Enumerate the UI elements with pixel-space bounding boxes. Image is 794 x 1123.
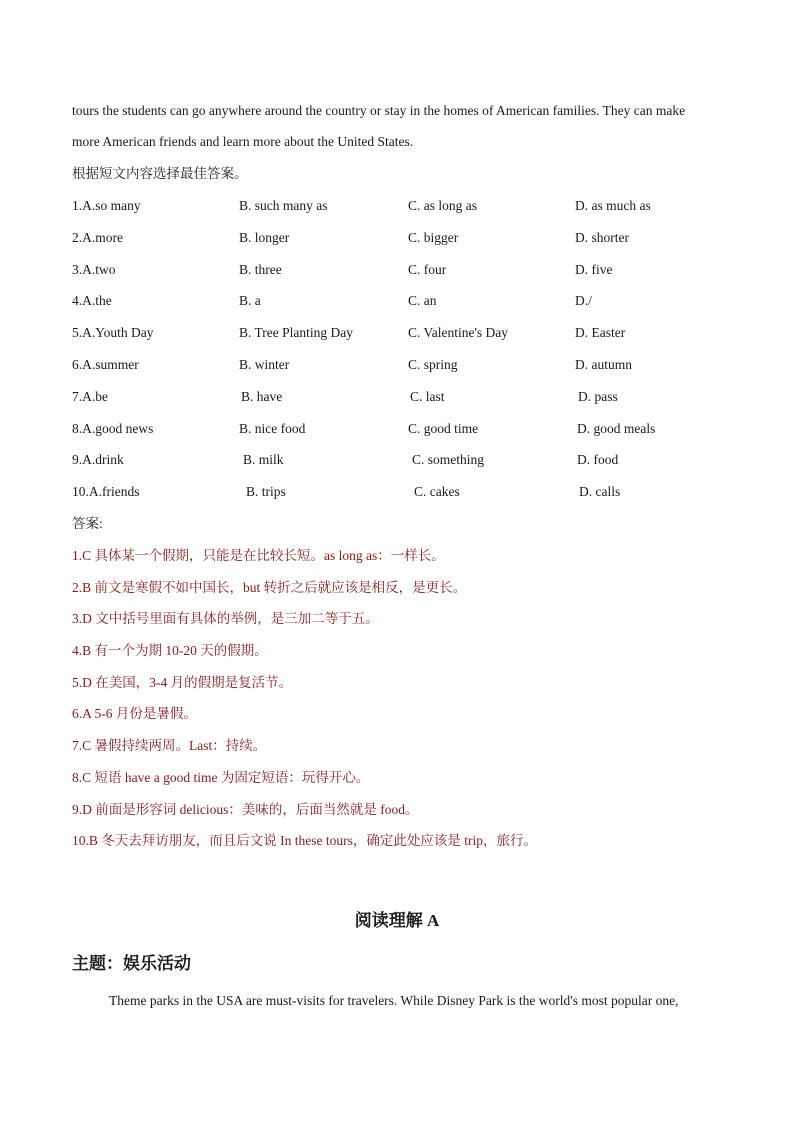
option-d: D./ xyxy=(575,293,592,309)
answer-item: 8.C 短语 have a good time 为固定短语：玩得开心。 xyxy=(72,769,370,785)
option-c: C. Valentine's Day xyxy=(408,325,509,341)
option-d: D. Easter xyxy=(575,325,626,341)
option-row xyxy=(72,222,732,254)
answer-label: 答案: xyxy=(72,516,103,531)
answer-item: 1.C 具体某一个假期，只能是在比较长短。as long as：一样长。 xyxy=(72,548,445,563)
option-c: C. as long as xyxy=(408,198,477,213)
option-a: 9.A.drink xyxy=(72,452,124,468)
option-row xyxy=(72,444,732,476)
option-b: B. milk xyxy=(243,452,284,468)
option-d: D. food xyxy=(577,452,619,468)
option-d: D. autumn xyxy=(575,356,632,372)
option-c: C. spring xyxy=(408,356,458,372)
option-d: D. pass xyxy=(578,388,618,404)
option-c: C. something xyxy=(412,452,485,468)
option-c: C. cakes xyxy=(414,484,460,500)
topic-heading: 主题：娱乐活动 xyxy=(72,954,191,973)
option-c: C. bigger xyxy=(408,229,459,245)
option-c: C. an xyxy=(408,293,437,309)
answers-list xyxy=(72,540,732,857)
answer-item: 10.B 冬天去拜访朋友，而且后文说 In these tours，确定此处应该是 trip，旅行。 xyxy=(72,833,537,849)
option-c: C. last xyxy=(410,388,445,404)
option-c: C. good time xyxy=(408,420,479,436)
answer-item: 9.D 前面是形容词 delicious：美味的，后面当然就是 food。 xyxy=(72,801,419,817)
option-row xyxy=(72,476,732,508)
option-d: D. shorter xyxy=(575,229,629,245)
option-a: 6.A.summer xyxy=(72,356,139,372)
option-b: B. have xyxy=(241,388,283,404)
option-a: 10.A.friends xyxy=(72,484,140,500)
option-row xyxy=(72,349,732,381)
answer-item: 5.D 在美国，3-4 月的假期是复活节。 xyxy=(72,674,293,690)
option-b: B. a xyxy=(239,293,261,309)
option-row xyxy=(72,381,732,413)
answer-item: 2.B 前文是寒假不如中国长，but 转折之后就应该是相反，是更长。 xyxy=(72,579,467,595)
option-row xyxy=(72,413,732,445)
option-c: C. four xyxy=(408,261,447,277)
answer-item: 4.B 有一个为期 10-20 天的假期。 xyxy=(72,643,268,659)
option-b: B. longer xyxy=(239,229,290,245)
option-a: 8.A.good news xyxy=(72,420,154,436)
instruction: 根据短文内容选择最佳答案。 xyxy=(72,166,248,181)
option-row xyxy=(72,317,732,349)
answer-item: 6.A 5-6 月份是暑假。 xyxy=(72,706,197,722)
answer-item: 7.C 暑假持续两周。Last：持续。 xyxy=(72,738,267,754)
option-b: B. three xyxy=(239,261,282,277)
option-b: B. winter xyxy=(239,356,290,372)
section-title: 阅读理解 A xyxy=(354,911,440,930)
options-list xyxy=(72,190,732,508)
passage-line-2: more American friends and learn more about the United States. xyxy=(72,134,414,149)
option-d: D. calls xyxy=(579,484,621,500)
option-b: B. such many as xyxy=(239,198,328,213)
option-b: B. Tree Planting Day xyxy=(239,325,354,341)
option-row xyxy=(72,254,732,286)
answer-item: 3.D 文中括号里面有具体的举例，是三加二等于五。 xyxy=(72,611,379,627)
option-a: 5.A.Youth Day xyxy=(72,325,154,341)
option-d: D. good meals xyxy=(577,420,656,436)
option-d: D. as much as xyxy=(575,198,651,213)
option-a: 2.A.more xyxy=(72,229,123,245)
option-row xyxy=(72,190,732,222)
option-a: 1.A.so many xyxy=(72,198,141,213)
option-d: D. five xyxy=(575,261,613,277)
option-a: 3.A.two xyxy=(72,261,116,277)
option-b: B. nice food xyxy=(239,420,306,436)
option-row xyxy=(72,285,732,317)
option-a: 7.A.be xyxy=(72,388,108,404)
option-b: B. trips xyxy=(246,484,286,500)
passage-line-1: tours the students can go anywhere around the country or stay in the homes of American families. They can make xyxy=(72,103,686,118)
option-a: 4.A.the xyxy=(72,293,112,309)
reading-paragraph: Theme parks in the USA are must-visits for travelers. While Disney Park is the world's most popular one, xyxy=(109,993,679,1008)
